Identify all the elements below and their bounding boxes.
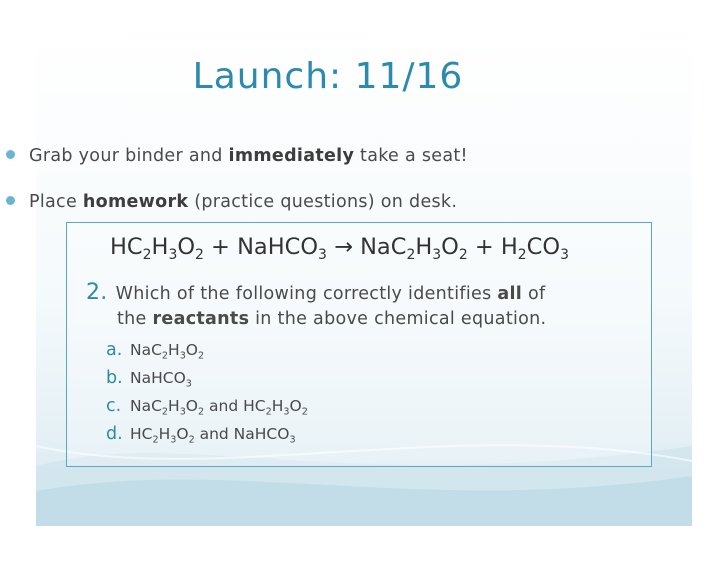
- bullet-place-homework: [6, 192, 457, 212]
- eq-text: NaC: [360, 234, 407, 260]
- option-letter: a.: [106, 340, 123, 360]
- question-bold: all: [497, 284, 523, 304]
- opt-sub: 2: [188, 434, 195, 446]
- eq-sub: 2: [406, 246, 416, 263]
- bullet-text: take a seat!: [354, 146, 468, 166]
- eq-text: O: [177, 234, 196, 260]
- eq-sub: 2: [195, 246, 204, 263]
- opt-text: O: [185, 397, 198, 415]
- eq-plus: +: [203, 234, 238, 260]
- opt-sub: 3: [283, 406, 290, 418]
- eq-plus: +: [467, 234, 501, 260]
- question-text: Which of the following correctly identifies: [115, 284, 498, 304]
- opt-text: O: [176, 425, 189, 443]
- question-2: [86, 280, 546, 332]
- eq-text: H: [415, 234, 433, 260]
- eq-sub: 3: [432, 246, 442, 263]
- opt-sub: 3: [185, 378, 192, 390]
- eq-text: NaHCO: [237, 234, 319, 260]
- opt-text: O: [185, 341, 198, 359]
- bullet-text: (practice questions) on desk.: [188, 192, 458, 212]
- question-text: in the above chemical equation.: [249, 309, 547, 329]
- eq-text: O: [441, 234, 459, 260]
- option-d: [106, 424, 296, 444]
- question-line-2: [86, 307, 546, 332]
- eq-text: HC: [110, 234, 143, 260]
- question-text: the: [117, 309, 153, 329]
- bullet-text: Place: [29, 192, 83, 212]
- opt-text: H: [168, 341, 180, 359]
- eq-sub: 3: [560, 246, 569, 263]
- opt-sub: 3: [179, 406, 186, 418]
- option-c: [106, 396, 308, 416]
- opt-sub: 2: [198, 350, 205, 362]
- option-letter: d.: [106, 424, 123, 444]
- opt-sub: 2: [198, 406, 205, 418]
- bullet-text: Grab your binder and: [29, 146, 229, 166]
- opt-text: HC: [130, 425, 153, 443]
- bullet-bold-text: immediately: [228, 146, 355, 166]
- opt-text: H: [158, 425, 171, 443]
- question-number: 2.: [86, 280, 108, 305]
- eq-sub: 2: [458, 246, 468, 263]
- option-b: [106, 368, 192, 388]
- opt-text: O: [289, 397, 302, 415]
- opt-sub: 3: [179, 350, 186, 362]
- opt-sub: 3: [289, 434, 296, 446]
- opt-sub: 2: [265, 406, 272, 418]
- reaction-arrow: →: [326, 234, 361, 260]
- bullet-bold-text: homework: [82, 192, 189, 212]
- opt-text: NaC: [130, 341, 162, 359]
- opt-text: H: [168, 397, 180, 415]
- question-bold: reactants: [152, 309, 250, 329]
- eq-text: H: [151, 234, 169, 260]
- slide-title: Launch: 11/16: [192, 56, 464, 97]
- opt-text: and HC: [204, 397, 266, 415]
- option-a: [106, 340, 204, 360]
- opt-sub: 2: [301, 406, 308, 418]
- opt-sub: 3: [170, 434, 177, 446]
- opt-text: NaC: [130, 397, 162, 415]
- opt-sub: 2: [161, 350, 169, 362]
- bullet-grab-binder: [6, 146, 468, 166]
- question-text: of: [522, 284, 546, 304]
- opt-sub: 2: [161, 406, 169, 418]
- option-letter: c.: [106, 396, 122, 416]
- option-letter: b.: [106, 368, 123, 388]
- bullet-dot-icon: [6, 150, 15, 159]
- eq-text: CO: [526, 234, 561, 260]
- bullet-dot-icon: [6, 196, 15, 205]
- chemical-equation: [110, 234, 569, 263]
- opt-text: H: [271, 397, 284, 415]
- eq-sub: 3: [168, 246, 178, 263]
- opt-text: and NaHCO: [194, 425, 290, 443]
- opt-text: NaHCO: [130, 369, 186, 387]
- eq-sub: 2: [142, 246, 152, 263]
- opt-sub: 2: [152, 434, 159, 446]
- eq-sub: 2: [517, 246, 527, 263]
- eq-sub: 3: [318, 246, 327, 263]
- eq-text: H: [500, 234, 518, 260]
